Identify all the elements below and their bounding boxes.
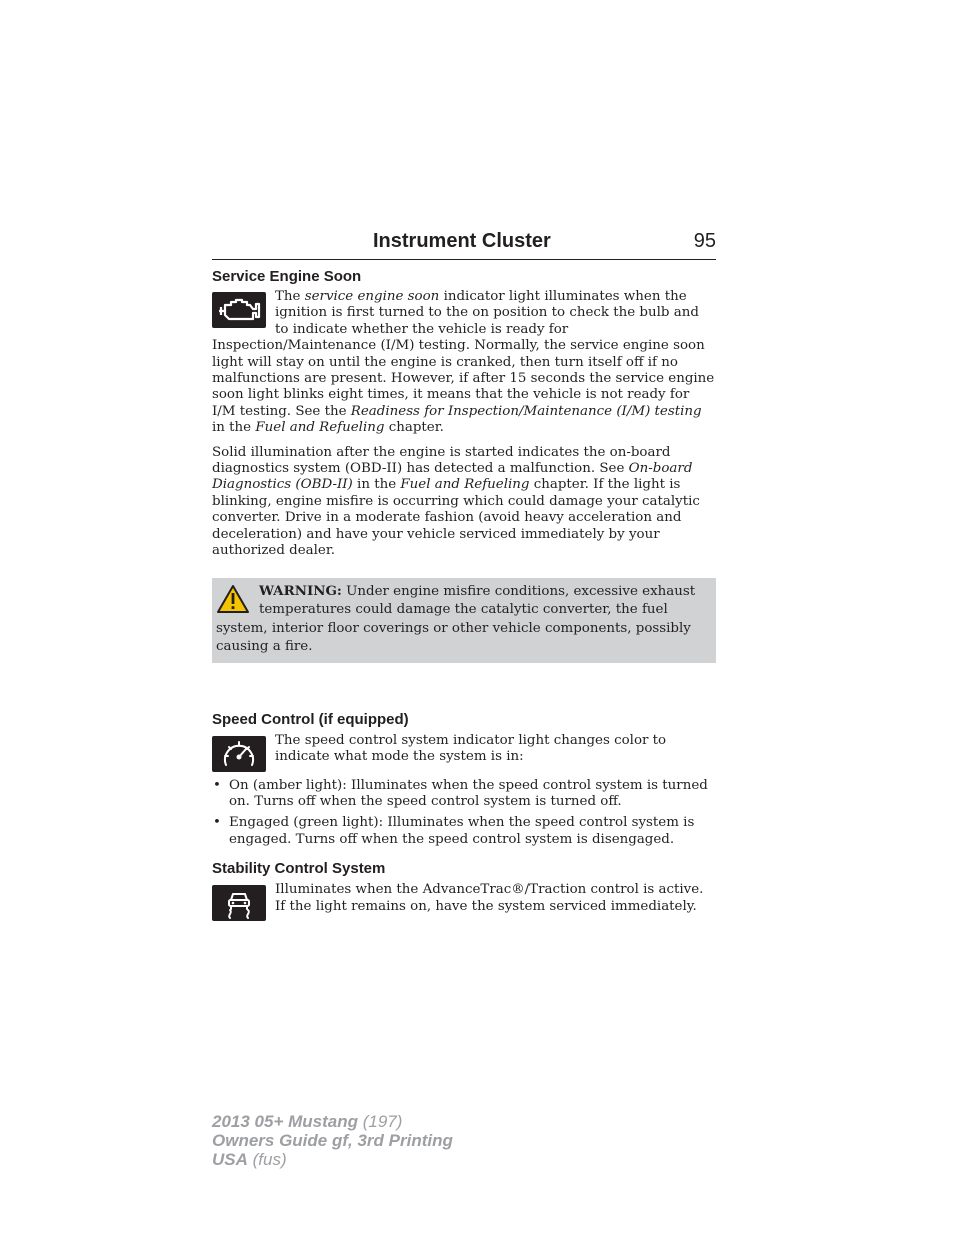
service-engine-paragraph-1 (212, 289, 716, 437)
italic-reference: Fuel and Refueling (400, 477, 530, 493)
text-run: indicator light illuminates when the ignition is first turned to the on position to check the bulb and to indicate whether the vehicle is ready for Inspection/Maintenance (I/M) testing. Normally, the service engine soon light will stay on until the engine is cranked, then turn itself off if no malfunctions are present. However, if after 15 seconds the service engine soon light blinks eight times, it means that the vehicle is not ready for I/M testing. See the (212, 289, 715, 419)
page-footer (212, 1112, 453, 1169)
page-header (212, 229, 716, 260)
speedometer-icon (212, 736, 266, 772)
section-service-engine (212, 289, 716, 560)
section-stability (212, 882, 716, 915)
footer-line-1: 2013 05+ Mustang (197) (212, 1112, 403, 1131)
stability-text: Illuminates when the AdvanceTrac®/Traction control is active. If the light remains on, have the system serviced immediately. (275, 882, 704, 914)
text-run: Solid illumination after the engine is started indicates the on-board diagnostics system (OBD-II) has detected a malfunction. See (212, 444, 671, 477)
warning-triangle-icon (216, 584, 250, 614)
check-engine-icon (212, 292, 266, 328)
italic-reference: Readiness for Inspection/Maintenance (I/M) testing (350, 403, 702, 419)
list-item: • Engaged (green light): Illuminates when the speed control system is engaged. Turns off when the speed control system is disengaged. (212, 815, 716, 848)
warning-label: WARNING: (259, 582, 342, 599)
section-heading-speed-control: Speed Control (if equipped) (212, 710, 409, 728)
italic-reference: service engine soon (304, 289, 440, 304)
text-run: chapter. If the light is blinking, engine misfire is occurring which could damage your catalytic converter. Drive in a moderate fashion (avoid heavy acceleration and deceleration) and have your vehicle serviced immediately by your authorized dealer. (212, 477, 700, 559)
section-speed-control (212, 733, 716, 849)
list-item: • On (amber light): Illuminates when the speed control system is turned on. Turns off when the speed control system is turned off. (212, 778, 716, 811)
page-number: 95 (693, 230, 716, 252)
section-heading-stability: Stability Control System (212, 860, 386, 878)
footer-line-2: Owners Guide gf, 3rd Printing (212, 1131, 453, 1150)
speed-control-bullets (212, 774, 716, 849)
chapter-title: Instrument Cluster (373, 230, 551, 252)
skidding-car-icon (212, 885, 266, 921)
italic-reference: On-board Diagnostics (OBD-II) (212, 461, 693, 493)
text-run: The (275, 289, 305, 304)
warning-text: Under engine misfire conditions, excessive exhaust temperatures could damage the catalytic converter, the fuel system, interior floor coverings or other vehicle components, possibly causing a fire. (216, 583, 696, 654)
footer-line-3: USA (fus) (212, 1150, 287, 1169)
warning-box (212, 578, 716, 663)
section-heading-service-engine: Service Engine Soon (212, 268, 362, 285)
manual-page (212, 229, 716, 923)
service-engine-paragraph-2 (212, 445, 716, 560)
italic-reference: Fuel and Refueling (255, 420, 385, 436)
text-run: in the (352, 477, 401, 493)
text-run: in the (212, 420, 256, 436)
speed-control-intro: The speed control system indicator light changes color to indicate what mode the system is in: (275, 732, 667, 764)
text-run: chapter. (384, 420, 444, 436)
